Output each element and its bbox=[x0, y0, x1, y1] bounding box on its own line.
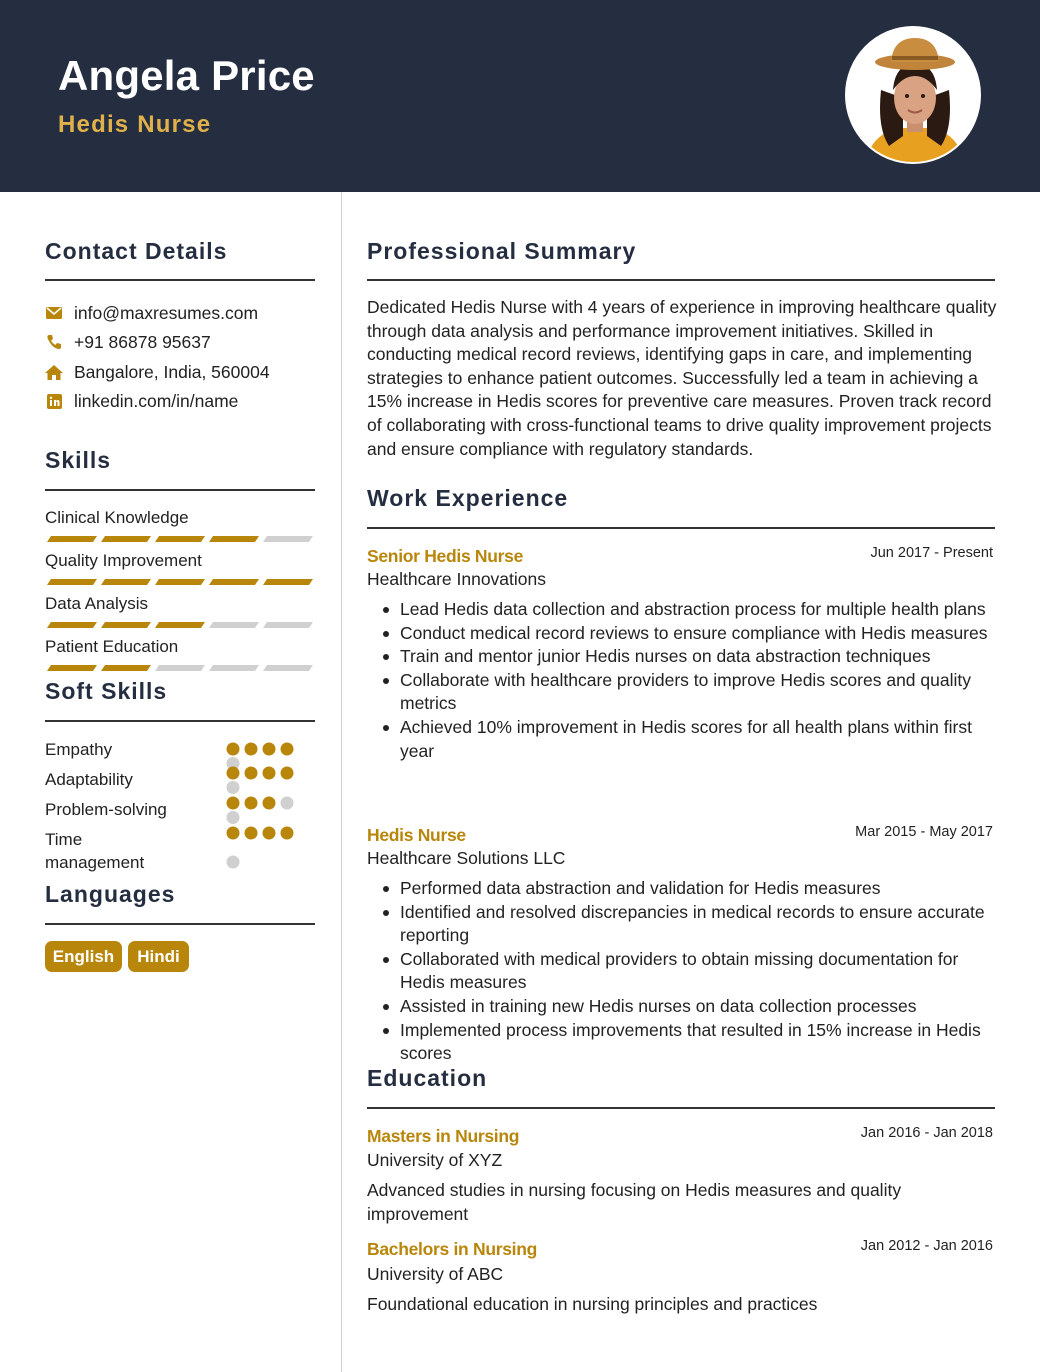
home-icon bbox=[45, 363, 63, 381]
skill-bar-segment-filled bbox=[209, 579, 259, 585]
soft-skill-dots bbox=[226, 764, 306, 794]
skill-bar-segment-filled bbox=[263, 579, 313, 585]
contact-phone[interactable] bbox=[45, 331, 211, 353]
soft-skill-dot-filled bbox=[263, 797, 276, 810]
candidate-name: Angela Price bbox=[58, 52, 315, 99]
skill-bar-segment-filled bbox=[101, 579, 151, 585]
contact-title: Contact Details bbox=[45, 238, 228, 264]
envelope-icon bbox=[45, 304, 63, 322]
soft-skill-dot-filled bbox=[263, 827, 276, 840]
skill-bar-segment-filled bbox=[47, 665, 97, 671]
soft-skill-name: Adaptability bbox=[45, 770, 133, 789]
soft-skill-dot-filled bbox=[281, 767, 294, 780]
degree-description: Advanced studies in nursing focusing on Hedis measures and quality improvement bbox=[367, 1180, 902, 1224]
job-bullet: Collaborated with medical providers to obtain missing documentation for Hedis measures bbox=[380, 948, 1000, 995]
skill-bar-segment-filled bbox=[155, 622, 205, 628]
skill-bar-segment-empty bbox=[209, 622, 259, 628]
soft-skill-dot-filled bbox=[227, 767, 240, 780]
degree-title: Masters in Nursing bbox=[367, 1126, 520, 1146]
soft-skill-name: Empathy bbox=[45, 740, 113, 759]
degree-date: Jan 2016 - Jan 2018 bbox=[860, 1125, 993, 1141]
soft-skill-dot-filled bbox=[227, 797, 240, 810]
summary-rule bbox=[367, 279, 995, 281]
school-name: University of ABC bbox=[367, 1264, 504, 1284]
soft-skill-dot-filled bbox=[245, 797, 258, 810]
experience-title: Work Experience bbox=[367, 485, 569, 511]
skill-bar-segment-filled bbox=[101, 622, 151, 628]
job-company: Healthcare Solutions LLC bbox=[367, 848, 566, 868]
job-bullet: Conduct medical record reviews to ensure compliance with Hedis measures bbox=[380, 622, 1000, 646]
column-divider bbox=[341, 192, 342, 1372]
soft-skill-dots bbox=[226, 794, 306, 824]
language-badge: English bbox=[45, 941, 122, 972]
skill-bar bbox=[45, 622, 315, 628]
job-title: Senior Hedis Nurse bbox=[367, 546, 524, 566]
languages-title: Languages bbox=[45, 881, 176, 907]
soft-skill-dot-filled bbox=[263, 767, 276, 780]
degree-date: Jan 2012 - Jan 2016 bbox=[860, 1238, 993, 1254]
experience-rule bbox=[367, 527, 995, 529]
soft-skill-dot-filled bbox=[245, 743, 258, 756]
soft-skill-name: Time management bbox=[45, 830, 145, 872]
phone-icon bbox=[45, 333, 63, 351]
soft-skill-dot-filled bbox=[227, 743, 240, 756]
resume-header bbox=[0, 0, 1040, 192]
soft-skill-dot-empty bbox=[227, 811, 240, 824]
contact-linkedin-text: linkedin.com/in/name bbox=[74, 390, 239, 411]
summary-text: Dedicated Hedis Nurse with 4 years of experience in improving healthcare quality through data analysis and performance improvement initiatives. Skilled in conducting medical record reviews, identifying gaps in care, and implementing strategies to enhance patient outcomes. Successfully led a team in achieving a 15% increase in Hedis scores for preventive care measures. Proven track record of collaborating with cross-functional teams to drive quality improvement projects and ensure compliance with regulatory standards. bbox=[367, 297, 997, 459]
skill-bar-segment-filled bbox=[47, 536, 97, 542]
soft-skill-name: Problem-solving bbox=[45, 800, 167, 819]
soft-skill-dot-empty bbox=[227, 856, 240, 869]
skill-name: Quality Improvement bbox=[45, 551, 202, 570]
summary-title: Professional Summary bbox=[367, 238, 637, 264]
job-bullet: Identified and resolved discrepancies in medical records to ensure accurate reporting bbox=[380, 901, 1000, 948]
skill-bar-segment-filled bbox=[101, 665, 151, 671]
profile-photo bbox=[845, 26, 981, 164]
job-title: Hedis Nurse bbox=[367, 825, 466, 845]
soft-skill-dot-filled bbox=[245, 767, 258, 780]
school-name: University of XYZ bbox=[367, 1150, 503, 1170]
degree-description: Foundational education in nursing principles and practices bbox=[367, 1294, 818, 1314]
job-bullet: Train and mentor junior Hedis nurses on data abstraction techniques bbox=[380, 645, 1000, 669]
skill-bar-segment-empty bbox=[155, 665, 205, 671]
contact-email-text: info@maxresumes.com bbox=[74, 302, 259, 323]
soft-skill-dot-filled bbox=[281, 743, 294, 756]
job-bullets bbox=[380, 598, 1000, 763]
soft-skills-rule bbox=[45, 720, 315, 722]
languages-rule bbox=[45, 923, 315, 925]
job-company: Healthcare Innovations bbox=[367, 569, 546, 589]
education-title: Education bbox=[367, 1065, 488, 1091]
candidate-role: Hedis Nurse bbox=[58, 111, 212, 138]
skill-name: Clinical Knowledge bbox=[45, 508, 189, 527]
contact-email[interactable] bbox=[45, 302, 258, 324]
skill-bar-segment-empty bbox=[263, 536, 313, 542]
contact-linkedin[interactable] bbox=[45, 390, 238, 412]
education-rule bbox=[367, 1107, 995, 1109]
job-bullet: Performed data abstraction and validation for Hedis measures bbox=[380, 877, 1000, 901]
soft-skill-dot-filled bbox=[281, 827, 294, 840]
job-bullet: Collaborate with healthcare providers to improve Hedis scores and quality metrics bbox=[380, 669, 1000, 716]
skill-bar-segment-filled bbox=[47, 622, 97, 628]
skill-bar bbox=[45, 536, 315, 542]
skills-rule bbox=[45, 489, 315, 491]
contact-rule bbox=[45, 279, 315, 281]
job-bullets bbox=[380, 877, 1000, 1066]
skills-title: Skills bbox=[45, 447, 112, 473]
degree-title: Bachelors in Nursing bbox=[367, 1239, 538, 1259]
soft-skill-dots bbox=[226, 824, 306, 870]
soft-skill-dot-empty bbox=[227, 781, 240, 794]
linkedin-icon bbox=[45, 392, 63, 410]
skill-name: Data Analysis bbox=[45, 594, 148, 613]
contact-phone-text: +91 86878 95637 bbox=[74, 331, 211, 352]
skill-bar-segment-empty bbox=[263, 665, 313, 671]
job-bullet: Assisted in training new Hedis nurses on data collection processes bbox=[380, 995, 1000, 1019]
skill-bar-segment-filled bbox=[155, 536, 205, 542]
soft-skill-dot-filled bbox=[227, 827, 240, 840]
skill-bar bbox=[45, 579, 315, 585]
skill-bar-segment-empty bbox=[263, 622, 313, 628]
skill-bar bbox=[45, 665, 315, 671]
skill-bar-segment-empty bbox=[209, 665, 259, 671]
contact-address bbox=[45, 361, 270, 383]
contact-address-text: Bangalore, India, 560004 bbox=[74, 361, 270, 382]
job-bullet: Implemented process improvements that resulted in 15% increase in Hedis scores bbox=[380, 1019, 1000, 1066]
skill-bar-segment-filled bbox=[155, 579, 205, 585]
skill-bar-segment-filled bbox=[209, 536, 259, 542]
soft-skills-title: Soft Skills bbox=[45, 678, 168, 704]
skill-bar-segment-filled bbox=[101, 536, 151, 542]
job-bullet: Lead Hedis data collection and abstraction process for multiple health plans bbox=[380, 598, 1000, 622]
language-badge: Hindi bbox=[128, 941, 189, 972]
skill-name: Patient Education bbox=[45, 637, 179, 656]
skill-bar-segment-filled bbox=[47, 579, 97, 585]
soft-skill-dot-filled bbox=[245, 827, 258, 840]
job-date: Mar 2015 - May 2017 bbox=[855, 824, 993, 840]
soft-skill-dot-filled bbox=[263, 743, 276, 756]
soft-skill-dot-empty bbox=[281, 797, 294, 810]
job-date: Jun 2017 - Present bbox=[870, 545, 993, 561]
job-bullet: Achieved 10% improvement in Hedis scores for all health plans within first year bbox=[380, 716, 1000, 763]
